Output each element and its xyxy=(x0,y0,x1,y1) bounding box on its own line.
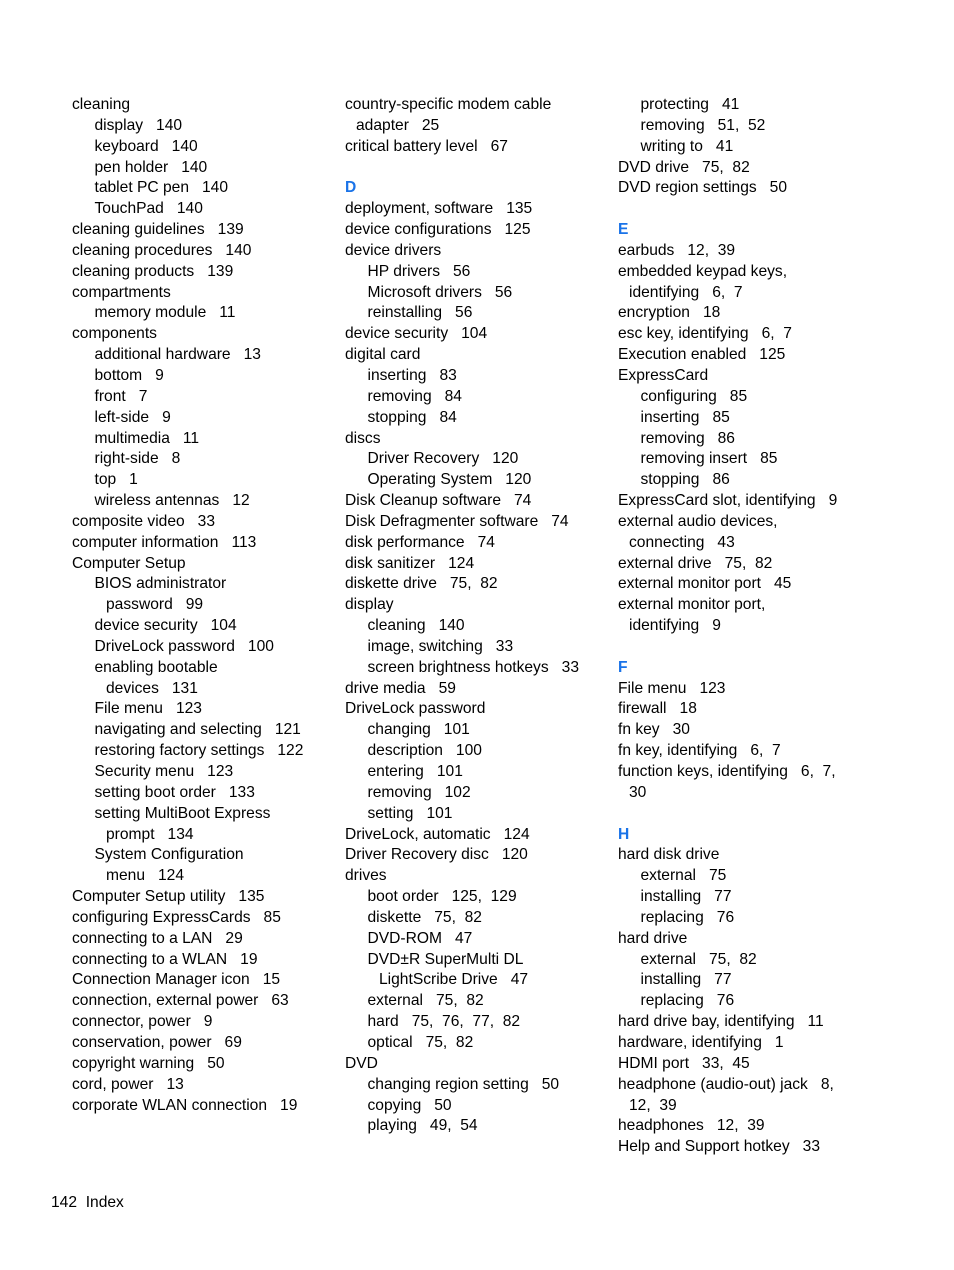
index-subentry: System Configuration xyxy=(94,846,244,864)
index-entry: connecting to a LAN 29 xyxy=(72,929,243,947)
index-entry: connector, power 9 xyxy=(72,1013,213,1031)
index-entry: country-specific modem cable xyxy=(345,96,552,113)
index-continuation: 12, 39 xyxy=(629,1096,677,1114)
index-subentry: protecting 41 xyxy=(640,96,740,113)
index-subentry: writing to 41 xyxy=(640,137,734,155)
index-subentry: additional hardware 13 xyxy=(94,346,261,364)
index-subentry: TouchPad 140 xyxy=(94,200,203,218)
index-entry: discs xyxy=(345,429,381,447)
index-entry: corporate WLAN connection 19 xyxy=(72,1096,298,1114)
index-entry: connection, external power 63 xyxy=(72,992,289,1010)
index-subentry: File menu 123 xyxy=(94,700,202,718)
index-subentry: setting MultiBoot Express xyxy=(94,804,271,822)
section-letter: D xyxy=(345,179,357,197)
index-subentry: Driver Recovery 120 xyxy=(367,450,519,468)
index-entry: DVD region settings 50 xyxy=(618,179,788,197)
index-entry: cord, power 13 xyxy=(72,1075,184,1093)
index-entry: esc key, identifying 6, 7 xyxy=(618,325,792,343)
index-subentry: stopping 84 xyxy=(367,408,457,426)
index-subentry: multimedia 11 xyxy=(94,429,200,447)
index-continuation: adapter 25 xyxy=(356,116,440,134)
index-entry: external audio devices, xyxy=(618,512,778,530)
index-entry: function keys, identifying 6, 7, xyxy=(618,763,836,780)
index-continuation: LightScribe Drive 47 xyxy=(379,971,529,989)
index-entry: DVD xyxy=(345,1054,378,1072)
index-continuation: prompt 134 xyxy=(106,825,194,843)
index-subentry: removing 102 xyxy=(367,783,471,801)
index-entry: Driver Recovery disc 120 xyxy=(345,846,528,864)
index-subentry: reinstalling 56 xyxy=(367,304,473,322)
index-entry: ExpressCard slot, identifying 9 xyxy=(618,492,838,510)
index-subentry: tablet PC pen 140 xyxy=(94,179,229,197)
index-entry: device drivers xyxy=(345,241,442,259)
index-subentry: top 1 xyxy=(94,471,138,489)
section-letter: E xyxy=(618,221,629,239)
section-spacer xyxy=(618,804,878,825)
index-entry: components xyxy=(72,325,157,343)
index-entry: device security 104 xyxy=(345,325,488,343)
index-subentry: external 75 xyxy=(640,867,727,885)
index-entry: display xyxy=(345,596,394,614)
index-subentry: inserting 85 xyxy=(640,408,730,426)
index-subentry: HP drivers 56 xyxy=(367,262,471,280)
index-subentry: changing region setting 50 xyxy=(367,1075,560,1093)
index-entry: diskette drive 75, 82 xyxy=(345,575,498,593)
index-continuation: menu 124 xyxy=(106,867,185,885)
index-continuation: password 99 xyxy=(106,596,204,614)
index-continuation: devices 131 xyxy=(106,679,198,697)
index-entry: earbuds 12, 39 xyxy=(618,241,736,259)
index-entry: Computer Setup utility 135 xyxy=(72,888,265,906)
index-subentry: removing 84 xyxy=(367,387,462,405)
index-entry: connecting to a WLAN 19 xyxy=(72,950,258,968)
index-subentry: pen holder 140 xyxy=(94,158,208,176)
index-entry: composite video 33 xyxy=(72,512,216,530)
index-subentry: description 100 xyxy=(367,742,482,760)
index-entry: Connection Manager icon 15 xyxy=(72,971,281,989)
index-entry: Computer Setup xyxy=(72,554,186,572)
index-entry: digital card xyxy=(345,346,421,364)
page-footer xyxy=(51,1193,124,1213)
index-column-3 xyxy=(618,95,878,1158)
index-subentry: stopping 86 xyxy=(640,471,730,489)
index-subentry: navigating and selecting 121 xyxy=(94,721,301,739)
index-continuation: identifying 9 xyxy=(629,617,721,635)
index-entry: drives xyxy=(345,867,387,885)
index-entry: ExpressCard xyxy=(618,366,709,384)
index-subentry: setting boot order 133 xyxy=(94,783,255,801)
index-subentry: playing 49, 54 xyxy=(367,1117,478,1135)
index-subentry: keyboard 140 xyxy=(94,137,198,155)
index-subentry: cleaning 140 xyxy=(367,617,465,635)
index-entry: fn key, identifying 6, 7 xyxy=(618,742,781,760)
index-subentry: BIOS administrator xyxy=(94,575,227,593)
index-entry: hard drive xyxy=(618,929,688,947)
index-subentry: Microsoft drivers 56 xyxy=(367,283,513,301)
index-subentry: removing 86 xyxy=(640,429,735,447)
index-entry: disk sanitizer 124 xyxy=(345,554,475,572)
index-subentry: right-side 8 xyxy=(94,450,181,468)
index-continuation: 30 xyxy=(629,783,647,801)
index-subentry: removing insert 85 xyxy=(640,450,778,468)
index-entry: device configurations 125 xyxy=(345,221,531,239)
section-spacer xyxy=(618,637,878,658)
index-entry: deployment, software 135 xyxy=(345,200,533,218)
index-entry: DVD drive 75, 82 xyxy=(618,158,750,176)
index-subentry: configuring 85 xyxy=(640,387,748,405)
index-subentry: enabling bootable xyxy=(94,658,218,676)
index-continuation: identifying 6, 7 xyxy=(629,283,743,301)
footer-label: Index xyxy=(85,1194,124,1211)
index-subentry: entering 101 xyxy=(367,763,463,780)
index-subentry: front 7 xyxy=(94,387,148,405)
index-subentry: DriveLock password 100 xyxy=(94,637,274,655)
index-entry: cleaning procedures 140 xyxy=(72,241,252,259)
index-entry: cleaning xyxy=(72,96,131,113)
index-entry: firewall 18 xyxy=(618,700,697,718)
index-subentry: changing 101 xyxy=(367,721,470,739)
index-entry: drive media 59 xyxy=(345,679,456,697)
section-letter: H xyxy=(618,825,630,843)
index-entry: HDMI port 33, 45 xyxy=(618,1054,750,1072)
index-subentry: installing 77 xyxy=(640,888,732,906)
index-subentry: wireless antennas 12 xyxy=(94,492,250,510)
index-subentry: display 140 xyxy=(94,116,183,134)
index-subentry: setting 101 xyxy=(367,804,453,822)
index-subentry: boot order 125, 129 xyxy=(367,888,517,906)
index-entry: cleaning products 139 xyxy=(72,262,234,280)
index-entry: embedded keypad keys, xyxy=(618,262,788,280)
index-entry: headphone (audio-out) jack 8, xyxy=(618,1075,834,1093)
index-subentry: memory module 11 xyxy=(94,304,236,322)
index-entry: Execution enabled 125 xyxy=(618,346,786,364)
index-entry: critical battery level 67 xyxy=(345,137,508,155)
index-subentry: left-side 9 xyxy=(94,408,171,426)
index-entry: DriveLock, automatic 124 xyxy=(345,825,530,843)
index-subentry: device security 104 xyxy=(94,617,237,635)
index-entry: disk performance 74 xyxy=(345,533,495,551)
index-entry: copyright warning 50 xyxy=(72,1054,225,1072)
index-entry: Help and Support hotkey 33 xyxy=(618,1138,820,1156)
index-subentry: inserting 83 xyxy=(367,366,457,384)
index-entry: configuring ExpressCards 85 xyxy=(72,908,281,926)
index-subentry: replacing 76 xyxy=(640,908,735,926)
index-entry: encryption 18 xyxy=(618,304,721,322)
index-entry: cleaning guidelines 139 xyxy=(72,221,244,239)
index-entry: fn key 30 xyxy=(618,721,690,739)
index-entry: Disk Defragmenter software 74 xyxy=(345,512,569,530)
index-entry: hard disk drive xyxy=(618,846,720,864)
index-entry: compartments xyxy=(72,283,171,301)
section-spacer xyxy=(618,199,878,220)
index-subentry: optical 75, 82 xyxy=(367,1033,474,1051)
index-subentry: image, switching 33 xyxy=(367,637,514,655)
index-entry: external monitor port 45 xyxy=(618,575,792,593)
section-spacer xyxy=(345,158,595,179)
section-letter: F xyxy=(618,658,628,676)
index-subentry: installing 77 xyxy=(640,971,732,989)
index-subentry: copying 50 xyxy=(367,1096,452,1114)
index-column-1 xyxy=(72,95,322,1116)
index-subentry: Security menu 123 xyxy=(94,763,234,780)
index-subentry: hard 75, 76, 77, 82 xyxy=(367,1013,521,1031)
index-entry: external drive 75, 82 xyxy=(618,554,773,572)
index-subentry: Operating System 120 xyxy=(367,471,532,489)
index-subentry: external 75, 82 xyxy=(367,992,484,1010)
page-number: 142 xyxy=(51,1194,78,1211)
index-column-2 xyxy=(345,95,595,1137)
index-entry: computer information 113 xyxy=(72,533,257,551)
index-subentry: restoring factory settings 122 xyxy=(94,742,304,760)
index-subentry: external 75, 82 xyxy=(640,950,757,968)
index-subentry: screen brightness hotkeys 33 xyxy=(367,658,579,676)
index-entry: conservation, power 69 xyxy=(72,1033,242,1051)
index-subentry: DVD±R SuperMulti DL xyxy=(367,950,524,968)
index-continuation: connecting 43 xyxy=(629,533,735,551)
index-entry: hard drive bay, identifying 11 xyxy=(618,1013,824,1031)
index-subentry: DVD-ROM 47 xyxy=(367,929,473,947)
index-subentry: bottom 9 xyxy=(94,366,164,384)
index-entry: external monitor port, xyxy=(618,596,766,614)
index-entry: DriveLock password xyxy=(345,700,486,718)
index-entry: File menu 123 xyxy=(618,679,726,697)
index-subentry: removing 51, 52 xyxy=(640,116,766,134)
index-entry: headphones 12, 39 xyxy=(618,1117,765,1135)
index-entry: hardware, identifying 1 xyxy=(618,1033,784,1051)
index-subentry: diskette 75, 82 xyxy=(367,908,482,926)
index-entry: Disk Cleanup software 74 xyxy=(345,492,532,510)
index-subentry: replacing 76 xyxy=(640,992,735,1010)
